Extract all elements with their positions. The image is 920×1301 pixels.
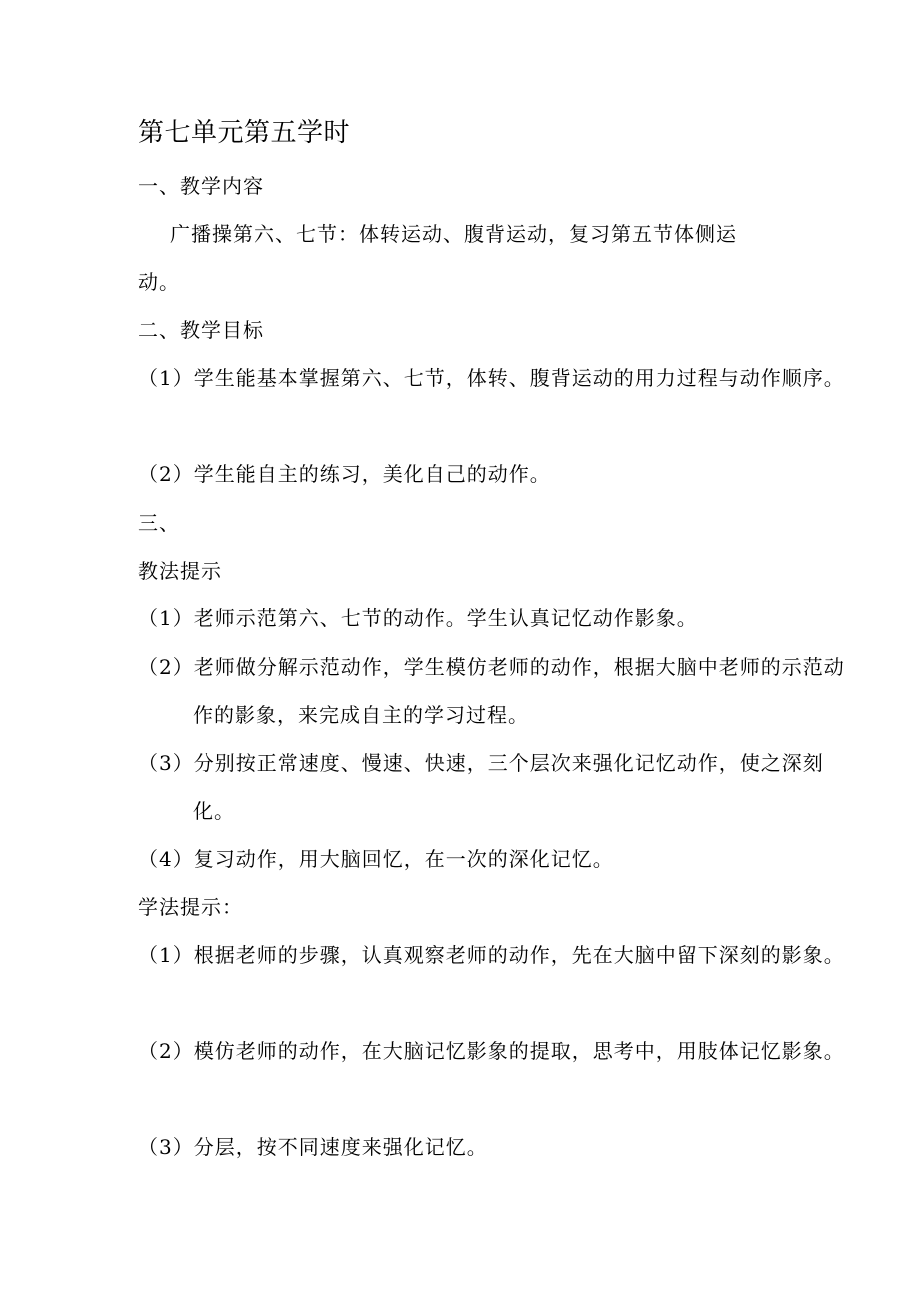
teaching-method-item-1: （1）老师示范第六、七节的动作。学生认真记忆动作影象。 — [138, 606, 698, 630]
learning-method-item-3: （3）分层，按不同速度来强化记忆。 — [138, 1135, 488, 1159]
goal-item-2: （2）学生能自主的练习，美化自己的动作。 — [138, 462, 551, 486]
learning-method-item-1: （1）根据老师的步骤，认真观察老师的动作，先在大脑中留下深刻的影象。 — [138, 943, 845, 967]
learning-method-heading: 学法提示： — [138, 895, 243, 919]
section-heading-three: 三、 — [138, 511, 180, 535]
section-heading-teaching-goals: 二、教学目标 — [138, 318, 264, 342]
section-heading-teaching-content: 一、教学内容 — [138, 174, 264, 198]
teaching-method-item-2: （2）老师做分解示范动作，学生模仿老师的动作，根据大脑中老师的示范动作的影象，来完成自主的学习过程。 — [138, 655, 845, 727]
teaching-method-item-4: （4）复习动作，用大脑回忆，在一次的深化记忆。 — [138, 847, 614, 871]
goal-item-1: （1）学生能基本掌握第六、七节，体转、腹背运动的用力过程与动作顺序。 — [138, 366, 845, 390]
teaching-method-heading: 教法提示 — [138, 559, 222, 583]
teaching-content-paragraph: 广播操第六、七节：体转运动、腹背运动，复习第五节体侧运动。 — [138, 222, 737, 294]
document-title: 第七单元第五学时 — [138, 118, 351, 148]
teaching-method-item-3: （3）分别按正常速度、慢速、快速，三个层次来强化记忆动作，使之深刻化。 — [138, 751, 824, 823]
learning-method-item-2: （2）模仿老师的动作，在大脑记忆影象的提取，思考中，用肢体记忆影象。 — [138, 1039, 845, 1063]
